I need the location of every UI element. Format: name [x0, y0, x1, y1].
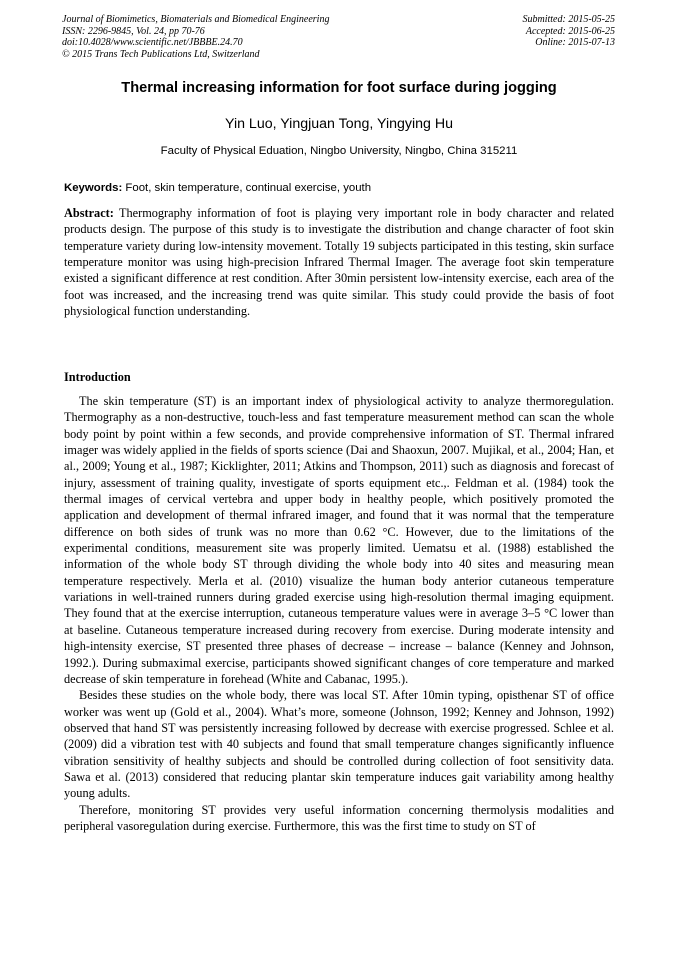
accepted-date: Accepted: 2015-06-25 — [525, 25, 615, 37]
abstract-text: Thermography information of foot is playing very important role in body character and related products design. The purpose of this study is to investigate the distribution and change character of foot skin temperature variety during low-intensity movement. Totally 19 subjects participated in this testing, skin surface temperature monitor was using high-precision Infrared Thermal Imager. The average foot skin temperature existed a significant difference at rest condition. After 30min persistent low-intensity exercise, each area of the foot was increased, and the increasing trend was quite similar. This study could provide the basis of foot physiological function understanding. — [64, 206, 614, 319]
intro-paragraph: Besides these studies on the whole body, there was local ST. After 10min typing, opisthenar ST of office worker was went up (Gold et al., 2004). What’s more, someone (Johnson, 1992; Kenney and Johnson, 1992) observed that hand ST was persistently increasing followed by decrease with exercise progressed. Schlee et al. (2009) did a vibration test with 40 subjects and found that small temperature changes significantly influence vibration sensitivity of healthy subjects and should be controlled during collection of foot sensitivity data. Sawa et al. (2013) considered that reducing plantar skin temperature induces gait variability among healthy young adults. — [64, 688, 614, 801]
keywords-label: Keywords: — [64, 182, 123, 194]
paper-authors: Yin Luo, Yingjuan Tong, Yingying Hu — [225, 116, 453, 132]
journal-header — [62, 14, 329, 60]
journal-name: Journal of Biomimetics, Biomaterials and Biomedical Engineering — [62, 14, 330, 25]
introduction-body — [64, 393, 614, 834]
submission-dates — [523, 14, 616, 49]
journal-issn: ISSN: 2296-9845, Vol. 24, pp 70-76 — [62, 25, 205, 37]
abstract — [64, 205, 614, 319]
journal-doi: doi:10.4028/www.scientific.net/JBBBE.24.70 — [62, 37, 243, 49]
keywords-text: Foot, skin temperature, continual exercise, youth — [122, 182, 372, 194]
intro-paragraph: Therefore, monitoring ST provides very useful information concerning thermolysis modalities and peripheral vasoregulation during exercise. Furthermore, this was the first time to study on ST of — [64, 802, 614, 833]
keywords — [64, 182, 614, 194]
online-date: Online: 2015-07-13 — [535, 37, 615, 49]
intro-paragraph: The skin temperature (ST) is an important index of physiological activity to analyze thermoregulation. Thermography as a non-destructive, touch-less and fast temperature measurement method can scan the whole body point by point within a few seconds, and provide comprehensive information of ST. Thermal infrared imager was widely applied in the fields of sports science (Dai and Shaoxun, 2007. Mujikal, et al., 2004; Han, et al., 2009; Young et al., 1987; Kicklighter, 2011; Atkins and Thompson, 2011) such as diagnosis and forecast of injury, assessment of training quality, investigate of sports equipment etc.,. Feldman et al. (1984) took the thermal images of cervical vertebra and upper body in healthy people, which positively promoted the application and development of thermal infrared imager, and found that it was normal that the temperature difference on both sides of trunk was no more than 0.62 °C. However, due to the limitations of the experimental conditions, measurement site was properly limited. Uematsu et al. (1988) established the information of the whole body ST through dividing the whole body into 40 sites and measuring mean temperature respectively. Merla et al. (2010) visualize the human body anterior cutaneous temperature variations in well-trained runners during graded exercise using high-resolution thermal imaging equipment. They found that at the exercise interruption, cutaneous temperature values were in average 3–5 °C lower than at baseline. Cutaneous temperature increased during recovery from exercise. During moderate intensity and high-intensity exercise, ST presented three phases of decrease – increase – balance (Kenney and Johnson, 1992.). During submaximal exercise, participants showed significant changes of core temperature and marked decrease of skin temperature in forehead (White and Cabanac, 1995.). — [64, 394, 614, 686]
abstract-label: Abstract: — [64, 206, 114, 220]
introduction-heading: Introduction — [64, 370, 131, 384]
paper-title: Thermal increasing information for foot surface during jogging — [121, 80, 557, 96]
journal-copyright: © 2015 Trans Tech Publications Ltd, Switzerland — [62, 48, 260, 60]
submitted-date: Submitted: 2015-05-25 — [522, 14, 615, 25]
paper-affiliation: Faculty of Physical Eduation, Ningbo University, Ningbo, China 315211 — [160, 145, 518, 157]
